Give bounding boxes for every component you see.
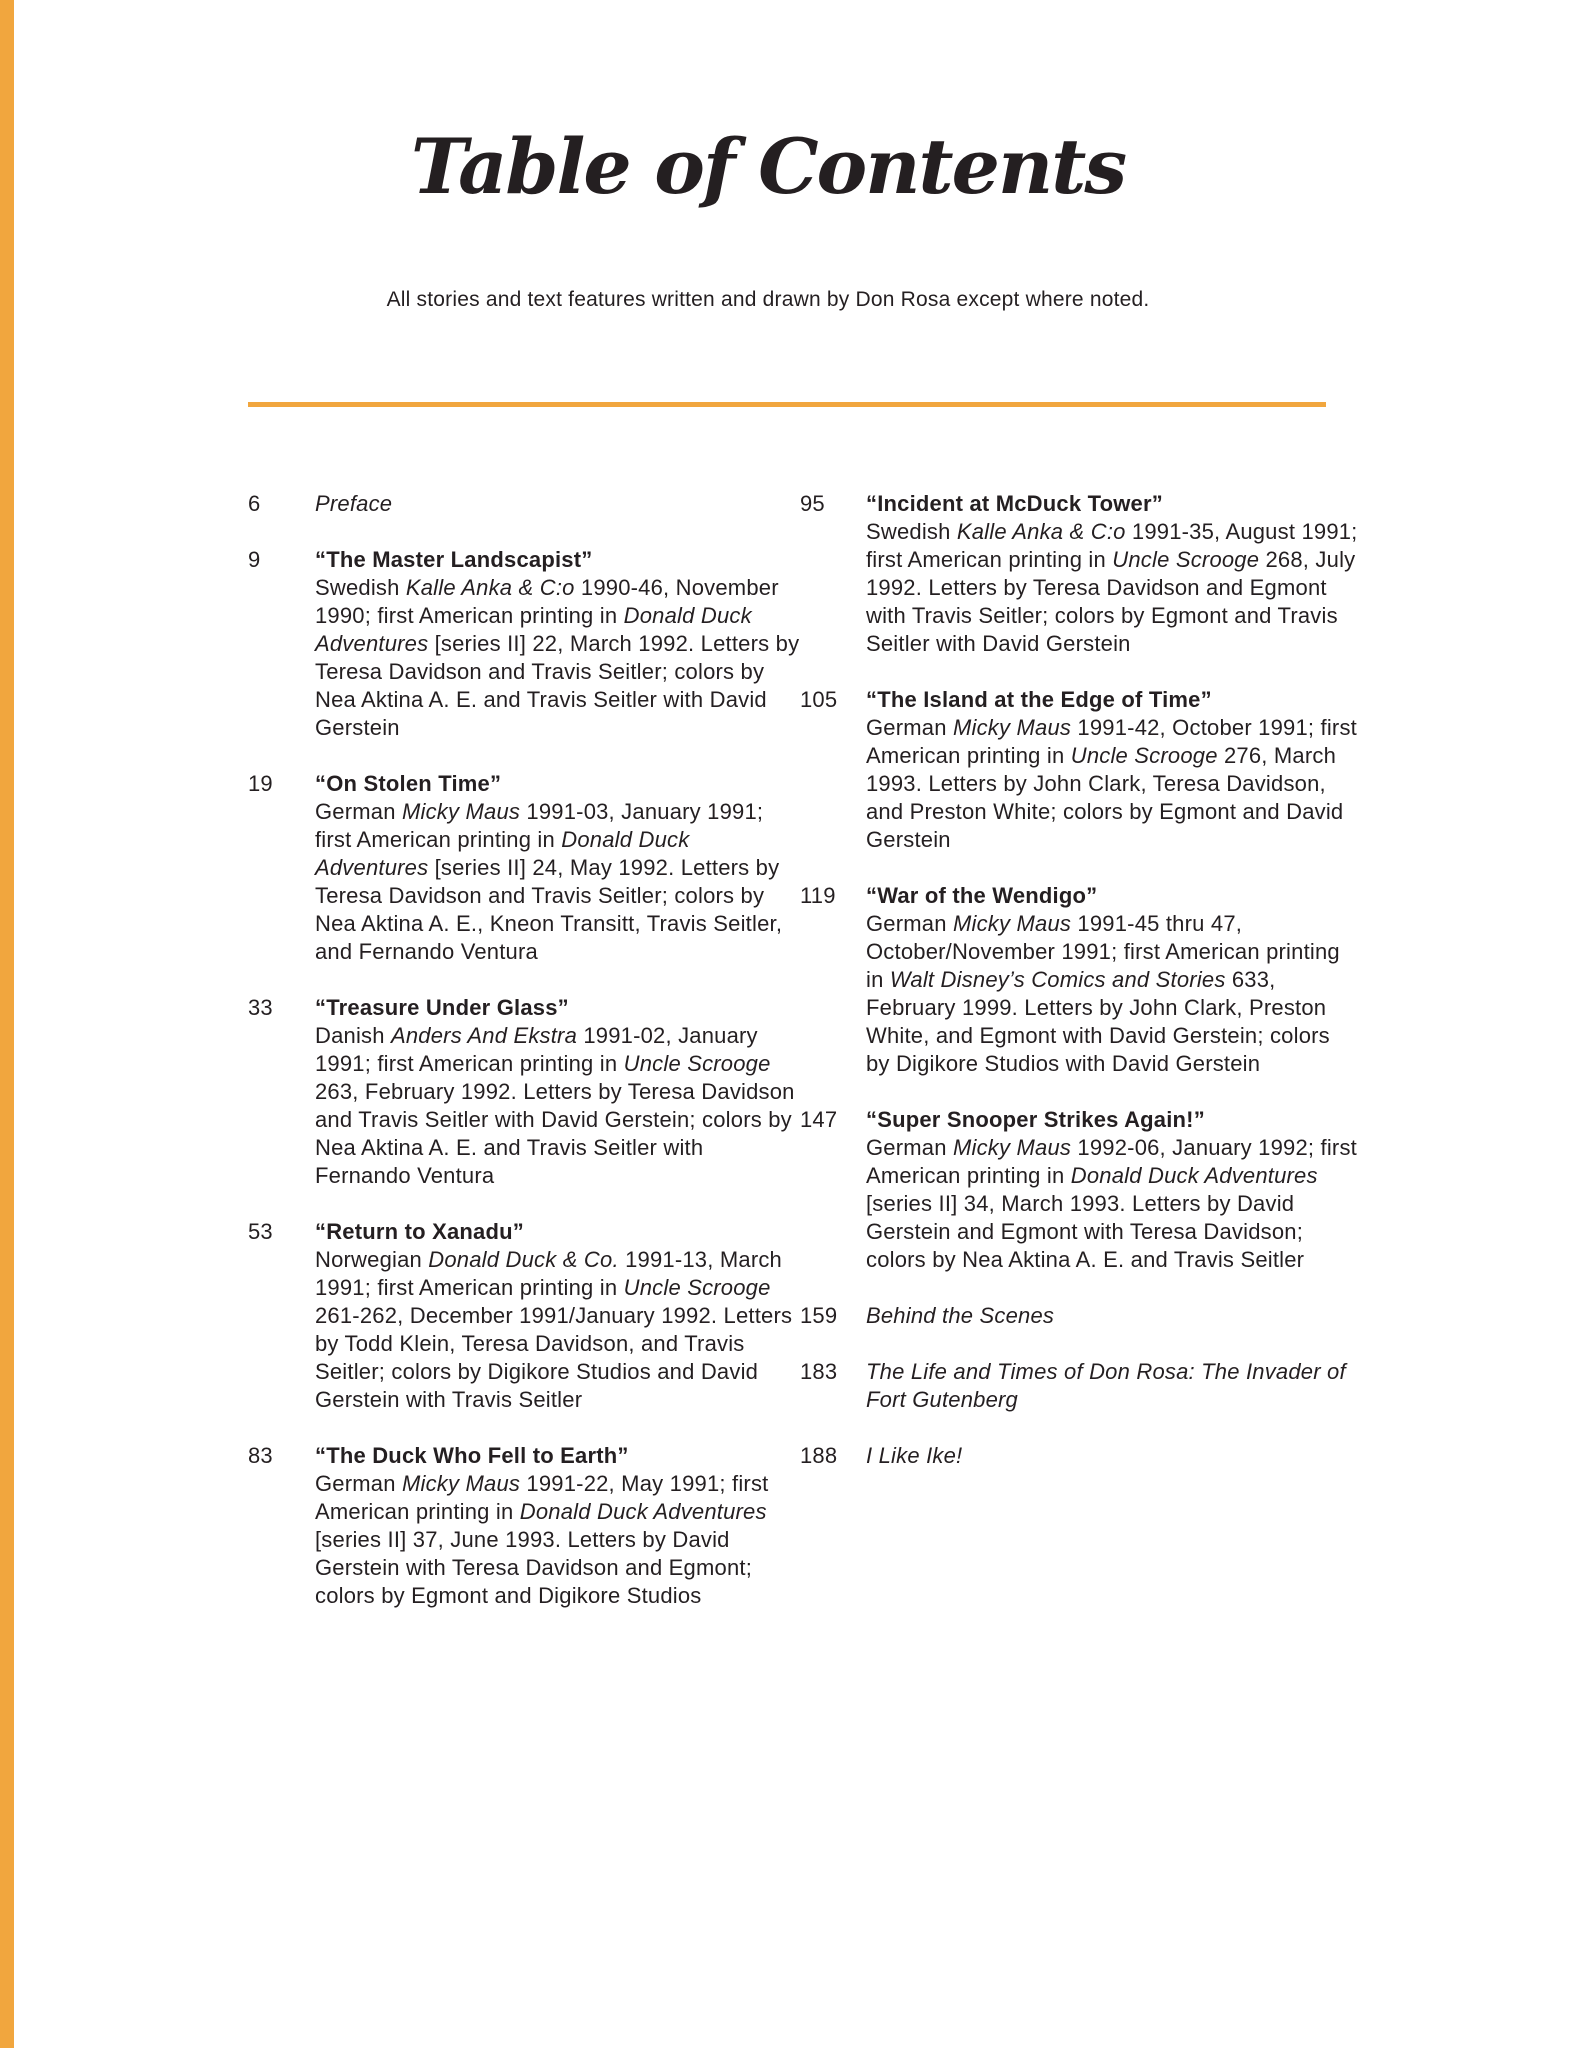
entry-description: Swedish Kalle Anka & C:o 1990-46, November 1990; first American printing in Donald Duck Adventures [series II] 22, March 1992. Letters by Teresa Davidson and Travis Seitler; colors by Nea Aktina A. E. and Travis Seitler with David Gerstein <box>315 575 800 740</box>
page-subtitle: All stories and text features written and drawn by Don Rosa except where noted. <box>386 288 1150 311</box>
entry-title: The Life and Times of Don Rosa: The Invader of Fort Gutenberg <box>866 1359 1346 1412</box>
entry-title: “On Stolen Time” <box>315 771 502 796</box>
toc-entry <box>248 994 800 1190</box>
page-number: 183 <box>800 1359 838 1384</box>
toc-entry <box>800 490 1358 658</box>
toc-entry <box>800 1442 1358 1470</box>
entry-title: Behind the Scenes <box>866 1303 1055 1328</box>
entry-text <box>315 1218 800 1414</box>
entry-text <box>866 1106 1358 1274</box>
entry-text <box>866 490 1358 658</box>
page-number: 9 <box>248 547 261 572</box>
entry-title: “The Island at the Edge of Time” <box>866 687 1212 712</box>
page-number: 6 <box>248 491 261 516</box>
entry-text <box>315 490 800 518</box>
entry-title: “The Master Landscapist” <box>315 547 593 572</box>
page-number: 147 <box>800 1107 838 1132</box>
page-edge-stripe <box>0 0 14 2048</box>
entry-text <box>315 1442 800 1610</box>
page-number: 119 <box>800 883 836 908</box>
entry-text <box>866 1442 1358 1470</box>
entry-title: “Super Snooper Strikes Again!” <box>866 1107 1205 1132</box>
entry-title: “Incident at McDuck Tower” <box>866 491 1163 516</box>
entry-description: Danish Anders And Ekstra 1991-02, January 1991; first American printing in Uncle Scrooge 263, February 1992. Letters by Teresa Davidson and Travis Seitler with David Gerstein; colors by Nea Aktina A. E. and Travis Seitler with Fernando Ventura <box>315 1023 795 1188</box>
entry-title: “The Duck Who Fell to Earth” <box>315 1443 629 1468</box>
toc-column-right <box>800 490 1358 1610</box>
toc-entry <box>248 1442 800 1610</box>
entry-title: “War of the Wendigo” <box>866 883 1098 908</box>
toc-entry <box>800 1106 1358 1274</box>
entry-text <box>866 882 1358 1078</box>
toc-entry <box>248 546 800 742</box>
page-number: 188 <box>800 1443 838 1468</box>
entry-title: I Like Ike! <box>866 1443 963 1468</box>
entry-text <box>315 546 800 742</box>
entry-text <box>866 686 1358 854</box>
toc-entry <box>800 686 1358 854</box>
entry-description: German Micky Maus 1991-22, May 1991; first American printing in Donald Duck Adventures [series II] 37, June 1993. Letters by David Gerstein with Teresa Davidson and Egmont; colors by Egmont and Digikore Studios <box>315 1471 769 1608</box>
page-number: 95 <box>800 491 825 516</box>
toc-entry <box>248 770 800 966</box>
entry-title: “Treasure Under Glass” <box>315 995 569 1020</box>
page-number: 159 <box>800 1303 838 1328</box>
entry-description: German Micky Maus 1991-45 thru 47, October/November 1991; first American printing in Walt Disney’s Comics and Stories 633, February 1999. Letters by John Clark, Preston White, and Egmont with David Gerstein; colors by Digikore Studios with David Gerstein <box>866 911 1340 1076</box>
page-number: 53 <box>248 1219 273 1244</box>
entry-text <box>315 770 800 966</box>
divider-rule <box>248 402 1326 407</box>
entry-title: Preface <box>315 491 393 516</box>
toc-entry <box>800 1302 1358 1330</box>
toc-entry <box>248 1218 800 1414</box>
entry-description: German Micky Maus 1991-42, October 1991; first American printing in Uncle Scrooge 276, March 1993. Letters by John Clark, Teresa Davidson, and Preston White; colors by Egmont and David Gerstein <box>866 715 1357 852</box>
toc-entry <box>248 490 800 518</box>
page-number: 19 <box>248 771 273 796</box>
page-number: 83 <box>248 1443 273 1468</box>
entry-title: “Return to Xanadu” <box>315 1219 524 1244</box>
entry-text <box>866 1302 1358 1330</box>
entry-description: German Micky Maus 1991-03, January 1991; first American printing in Donald Duck Adventures [series II] 24, May 1992. Letters by Teresa Davidson and Travis Seitler; colors by Nea Aktina A. E., Kneon Transitt, Travis Seitler, and Fernando Ventura <box>315 799 783 964</box>
entry-description: Swedish Kalle Anka & C:o 1991-35, August 1991; first American printing in Uncle Scrooge 268, July 1992. Letters by Teresa Davidson and Egmont with Travis Seitler; colors by Egmont and Travis Seitler with David Gerstein <box>866 519 1358 656</box>
page-number: 105 <box>800 687 838 712</box>
entry-text <box>315 994 800 1190</box>
toc-entry <box>800 882 1358 1078</box>
entry-description: Norwegian Donald Duck & Co. 1991-13, March 1991; first American printing in Uncle Scrooge 261-262, December 1991/January 1992. Letters by Todd Klein, Teresa Davidson, and Travis Seitler; colors by Digikore Studios and David Gerstein with Travis Seitler <box>315 1247 793 1412</box>
page-title: Table of Contents <box>410 122 1126 211</box>
toc-entry <box>800 1358 1358 1414</box>
toc-column-left <box>248 490 800 1610</box>
toc-columns <box>248 490 1358 1610</box>
entry-description: German Micky Maus 1992-06, January 1992; first American printing in Donald Duck Adventures [series II] 34, March 1993. Letters by David Gerstein and Egmont with Teresa Davidson; colors by Nea Aktina A. E. and Travis Seitler <box>866 1135 1357 1272</box>
entry-text <box>866 1358 1358 1414</box>
page-number: 33 <box>248 995 273 1020</box>
